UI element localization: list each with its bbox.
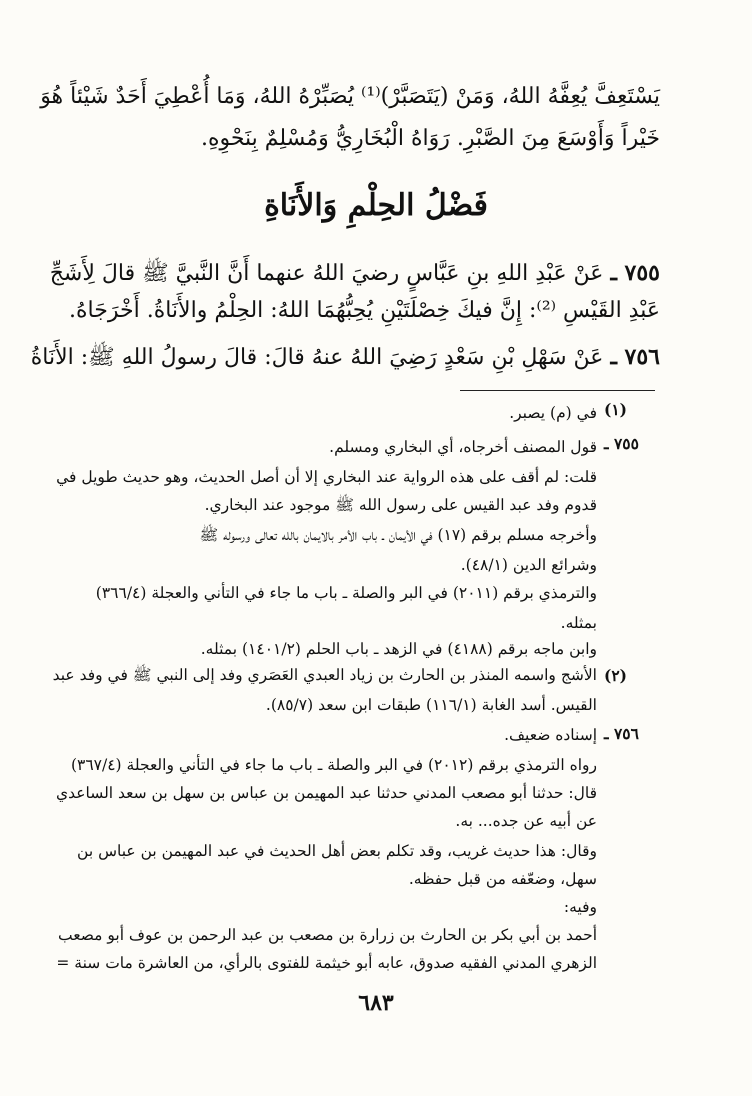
footnote-label: ٧٥٥ ـ xyxy=(604,434,639,453)
hadith-755-line-2: عَبْدِ القَيْسِ ⁽²⁾: إِنَّ فيكَ خِصْلَتَيْنِ يُحِبُّهُمَا اللهُ: الحِلْمُ والأَنَاةُ. أَخْرَجَاهُ. xyxy=(69,298,660,323)
hadith-756-line-1 xyxy=(31,340,660,375)
hadith-756-text-1: عَنْ سَهْلِ بْنِ سَعْدٍ رَضِيَ اللهُ عنهُ قالَ: قالَ رسولُ اللهِ ﷺ: الأَنَاةُ xyxy=(30,345,604,370)
section-heading: فَضْلُ الحِلْمِ وَالأَنَاةِ xyxy=(264,188,488,223)
footnote-line: قدوم وفد عبد القيس على رسول الله ﷺ موجود عند البخاري. xyxy=(204,496,597,514)
footnote-line: الأشج واسمه المنذر بن الحارث بن زياد العبدي العَصَري وفد إلى النبي ﷺ في وفد عبد xyxy=(52,666,597,684)
hadith-756-number: ٧٥٦ ـ xyxy=(610,344,660,370)
footnote-line: إسناده ضعيف. xyxy=(504,726,597,744)
footnote-divider xyxy=(460,390,655,391)
footnote-line: قال: حدثنا أبو مصعب المدني حدثنا عبد المهيمن بن عباس بن سهل بن سعد الساعدي xyxy=(56,784,597,802)
footnote-label: (١) xyxy=(604,400,628,419)
footnote-line: وفيه: xyxy=(563,898,597,916)
hadith-755-text-1: عَنْ عَبْدِ اللهِ بنِ عَبَّاسٍ رضيَ اللهُ عنهما أَنَّ النَّبيَّ ﷺ قالَ لِأَشَجِّ xyxy=(49,261,604,286)
footnote-line: بمثله. xyxy=(560,614,597,632)
footnote-line: عن أبيه عن جده... به. xyxy=(455,812,597,830)
footnote-line: أحمد بن أبي بكر بن الحارث بن زرارة بن مصعب بن عبد الرحمن بن عوف أبو مصعب xyxy=(58,926,597,944)
footnote-line: سهل، وضعّفه من قبل حفظه. xyxy=(408,870,597,888)
main-text-line-1: يَسْتَعِفَّ يُعِفَّهُ اللهُ، وَمَنْ (يَتَصَبَّرْ)⁽¹⁾ يُصَبِّرْهُ اللهُ، وَمَا أُعْطِيَ أَحَدٌ شَيْئاً هُوَ xyxy=(40,84,660,109)
main-text-line-2: خَيْراً وَأَوْسَعَ مِنَ الصَّبْرِ. رَوَاهُ الْبُخَارِيُّ وَمُسْلِمٌ بِنَحْوِهِ. xyxy=(200,126,660,151)
footnote-line: القيس. أسد الغابة (١١٦/١) طبقات ابن سعد (٨٥/٧). xyxy=(265,696,597,714)
footnote-line: وأخرجه مسلم برقم (١٧) في الأيمان ـ باب الأمر بالايمان بالله تعالى ورسوله ﷺ xyxy=(199,526,597,544)
footnote-line: وقال: هذا حديث غريب، وقد تكلم بعض أهل الحديث في عبد المهيمن بن عباس بن xyxy=(77,842,597,860)
footnote-line: في (م) يصبر. xyxy=(509,404,597,422)
footnote-line: قول المصنف أخرجاه، أي البخاري ومسلم. xyxy=(329,438,597,456)
footnote-label: (٢) xyxy=(604,666,628,685)
hadith-755-number: ٧٥٥ ـ xyxy=(610,260,660,286)
footnote-line: وشرائع الدين (٤٨/١). xyxy=(460,556,597,574)
footnote-line: والترمذي برقم (٢٠١١) في البر والصلة ـ باب ما جاء في التأني والعجلة (٣٦٦/٤) xyxy=(95,584,597,602)
footnote-line: قلت: لم أقف على هذه الرواية عند البخاري إلا أن أصل الحديث، وهو حديث طويل في xyxy=(56,468,597,486)
footnote-label: ٧٥٦ ـ xyxy=(604,724,639,743)
footnote-line: رواه الترمذي برقم (٢٠١٢) في البر والصلة ـ باب ما جاء في التأني والعجلة (٣٦٧/٤) xyxy=(70,756,597,774)
page-number: ٦٨٣ xyxy=(358,990,394,1016)
footnote-line: الزهري المدني الفقيه صدوق، عابه أبو خيثمة للفتوى بالرأي، من العاشرة مات سنة = xyxy=(56,954,597,972)
hadith-755-line-1 xyxy=(50,256,660,291)
footnote-line: وابن ماجه برقم (٤١٨٨) في الزهد ـ باب الحلم (١٤٠١/٢) بمثله. xyxy=(200,640,597,658)
